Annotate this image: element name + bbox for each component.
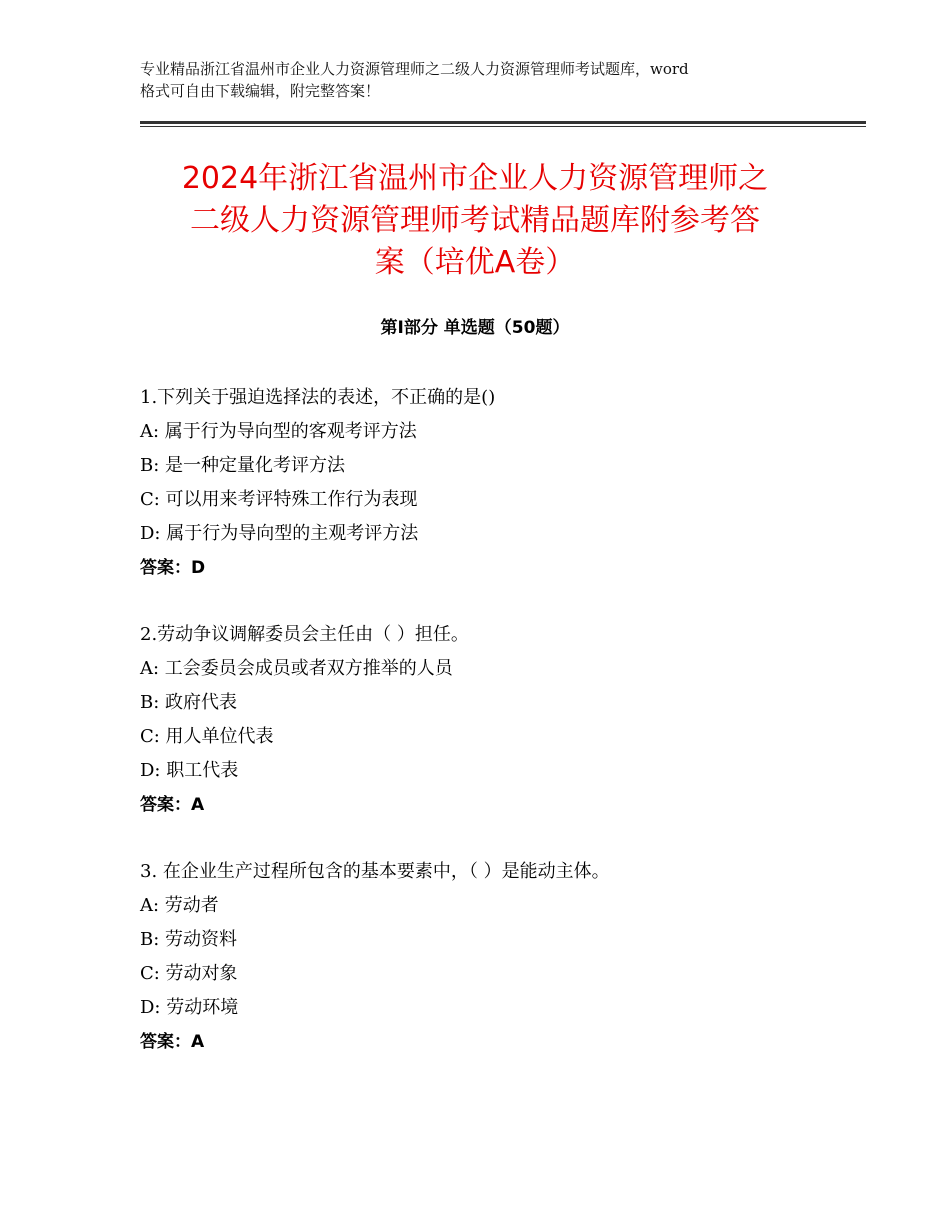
- option-b: B: 劳动资料: [140, 929, 238, 950]
- question-list: [140, 381, 840, 1092]
- option-b: B: 政府代表: [140, 692, 238, 713]
- header-note: [140, 58, 830, 102]
- option-a: A: 劳动者: [140, 895, 219, 916]
- option-d: D: 属于行为导向型的主观考评方法: [140, 523, 419, 544]
- option-a: A: 工会委员会成员或者双方推举的人员: [140, 658, 453, 679]
- header-divider-thick: [140, 121, 866, 124]
- option-c: C: 可以用来考评特殊工作行为表现: [140, 489, 418, 510]
- option-c: C: 用人单位代表: [140, 726, 274, 747]
- question-stem: 2.劳动争议调解委员会主任由（ ）担任。: [140, 624, 469, 645]
- option-d: D: 职工代表: [140, 760, 239, 781]
- document-title-line-1: 2024年浙江省温州市企业人力资源管理师之: [181, 161, 769, 196]
- option-b: B: 是一种定量化考评方法: [140, 455, 346, 476]
- header-divider-thin: [140, 126, 866, 127]
- answer-label: 答案：A: [140, 1032, 205, 1052]
- question-stem: 3. 在企业生产过程所包含的基本要素中，（ ）是能动主体。: [140, 861, 610, 882]
- option-a: A: 属于行为导向型的客观考评方法: [140, 421, 417, 442]
- answer-label: 答案：A: [140, 795, 205, 815]
- header-note-line-2: 格式可自由下载编辑，附完整答案！: [140, 82, 381, 100]
- section-title: 第Ⅰ部分 单选题（50题）: [380, 318, 570, 338]
- question-1: [140, 381, 840, 585]
- header-divider: [140, 121, 866, 127]
- option-c: C: 劳动对象: [140, 963, 238, 984]
- question-3: [140, 855, 840, 1059]
- option-d: D: 劳动环境: [140, 997, 239, 1018]
- document-title: [130, 158, 820, 284]
- header-note-line-1: 专业精品浙江省温州市企业人力资源管理师之二级人力资源管理师考试题库，word: [140, 60, 689, 78]
- document-title-line-2: 二级人力资源管理师考试精品题库附参考答: [190, 203, 760, 238]
- question-stem: 1.下列关于强迫选择法的表述，不正确的是(): [140, 387, 496, 408]
- question-2: [140, 618, 840, 822]
- answer-label: 答案：D: [140, 558, 206, 578]
- document-title-line-3: 案（培优A卷）: [374, 245, 576, 280]
